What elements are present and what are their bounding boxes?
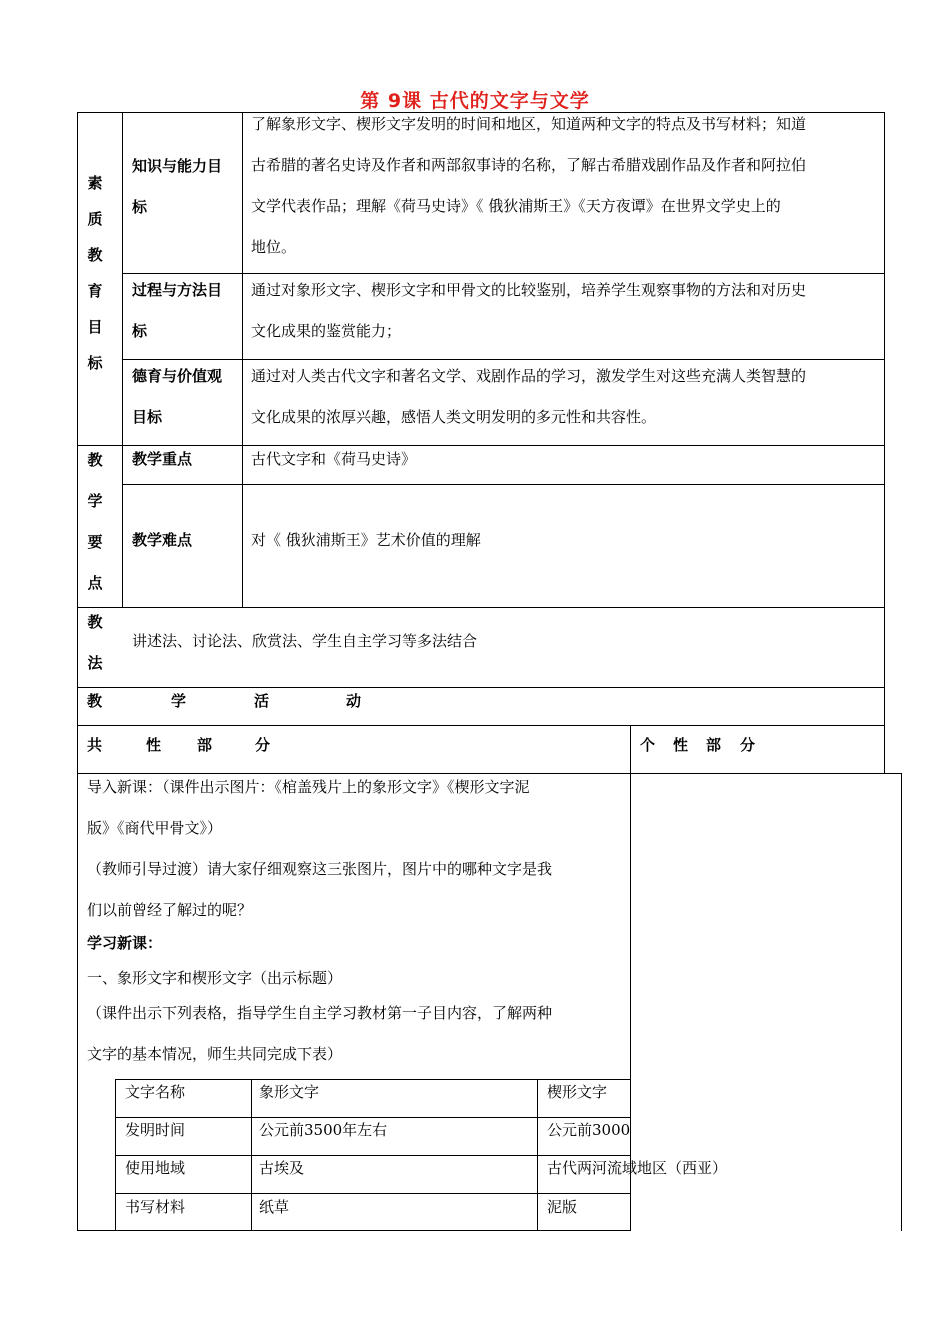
values-goal-content: 通过对人类古代文字和著名文学、戏剧作品的学习，激发学生对这些充满人类智慧的 文化成果的浓厚兴趣，感悟人类文明发明的多元性和共容性。 — [251, 367, 807, 426]
page-title: 第 9课 古代的文字与文学 — [360, 90, 590, 112]
row-divider — [77, 725, 884, 726]
table-cell: 书写材料 — [125, 1198, 186, 1216]
new-lesson-label: 学习新课： — [87, 934, 163, 952]
row-divider — [77, 607, 884, 608]
compare-col-line — [537, 1079, 538, 1231]
methods-content: 讲述法、讨论法、欣赏法、学生自主学习等多法结合 — [132, 632, 478, 650]
col-divider — [122, 112, 123, 607]
key-points-category-label: 教 学 要 点 — [87, 451, 103, 592]
table-border-right — [884, 112, 885, 773]
focus-content: 古代文字和《荷马史诗》 — [251, 450, 417, 468]
table-cell: 发明时间 — [125, 1121, 186, 1139]
knowledge-goal-content: 了解象形文字、楔形文字发明的时间和地区，知道两种文字的特点及书写材料；知道 古希腊的著名史诗及作者和两部叙事诗的名称，了解古希腊戏剧作品及作者和阿拉伯 文学代表作品；理解《荷马史诗》《 俄狄浦斯王》《天方夜谭》在世界文学史上的 地位。 — [251, 115, 807, 256]
values-goal-label: 德育与价值观 目标 — [132, 367, 223, 426]
intro-text: 导入新课：（课件出示图片：《棺盖残片上的象形文字》《楔形文字泥 版》《商代甲骨文》） （教师引导过渡）请大家仔细观察这三张图片，图片中的哪种文字是我 们以前曾经了解过的呢？ — [87, 778, 553, 919]
personal-column-border — [901, 773, 902, 1231]
compare-row-line — [115, 1079, 631, 1080]
knowledge-goal-label: 知识与能力目 标 — [132, 157, 223, 216]
row-divider — [77, 445, 884, 446]
table-cell: 象形文字 — [259, 1083, 320, 1101]
process-goal-label: 过程与方法目 标 — [132, 281, 223, 340]
compare-row-line — [115, 1193, 631, 1194]
table-cell: 古埃及 — [259, 1159, 305, 1177]
compare-row-line — [115, 1155, 631, 1156]
table-cell: 楔形文字 — [547, 1083, 608, 1101]
table-cell: 公元前3000 — [547, 1121, 631, 1139]
table-cell: 公元前3500年左右 — [259, 1121, 388, 1139]
methods-category-label: 教 法 — [87, 613, 103, 672]
row-divider — [122, 484, 884, 485]
table-border-left — [77, 112, 78, 1231]
table-cell: 古代两河流域地区（西亚） — [547, 1159, 728, 1177]
section-one-title: 一、象形文字和楔形文字（出示标题） — [87, 969, 343, 987]
difficulty-content: 对《 俄狄浦斯王》艺术价值的理解 — [251, 531, 481, 549]
compare-row-line — [115, 1117, 631, 1118]
difficulty-label: 教学难点 — [132, 531, 193, 549]
table-cell: 纸草 — [259, 1198, 290, 1216]
col-divider — [242, 112, 243, 607]
instruction-text: （课件出示下列表格，指导学生自主学习教材第一子目内容，了解两种 文字的基本情况，师生共同完成下表） — [87, 1004, 553, 1063]
goals-category-label: 素 质 教 育 目 标 — [87, 174, 103, 372]
table-cell: 文字名称 — [125, 1083, 186, 1101]
compare-col-line — [251, 1079, 252, 1231]
table-border-bottom — [77, 1230, 631, 1231]
compare-col-line — [115, 1079, 116, 1231]
row-divider — [77, 687, 884, 688]
focus-label: 教学重点 — [132, 450, 193, 468]
table-cell: 使用地域 — [125, 1159, 186, 1177]
table-cell: 泥版 — [547, 1198, 578, 1216]
process-goal-content: 通过对象形文字、楔形文字和甲骨文的比较鉴别，培养学生观察事物的方法和对历史 文化成果的鉴赏能力； — [251, 281, 807, 340]
